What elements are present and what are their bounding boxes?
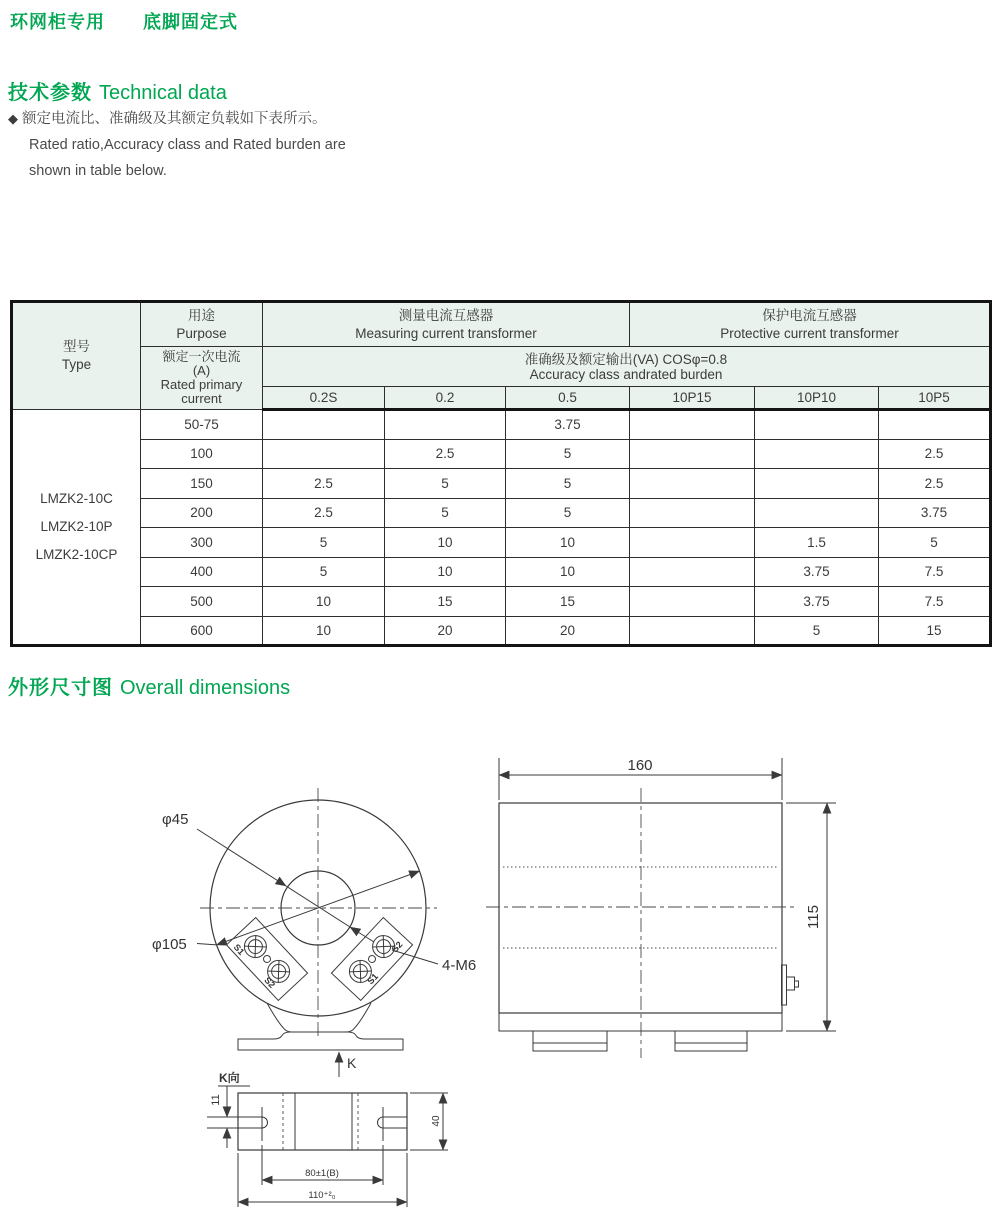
section-title-zh: 外形尺寸图 — [8, 677, 113, 699]
front-view-drawing — [152, 788, 476, 1077]
value-cell: 10 — [263, 616, 385, 646]
type-models-cell: LMZK2-10C LMZK2-10P LMZK2-10CP — [12, 410, 141, 646]
value-cell: 2.5 — [263, 469, 385, 499]
header-class-02: 0.2 — [385, 387, 506, 410]
current-cell: 50-75 — [141, 410, 263, 440]
value-cell — [755, 410, 879, 440]
dim-40-label: 40 — [431, 1115, 442, 1127]
bullet-line-en2: shown in table below. — [29, 163, 167, 179]
value-cell — [630, 439, 755, 469]
header-type: 型号 Type — [12, 302, 141, 410]
value-cell — [630, 557, 755, 587]
current-cell: 600 — [141, 616, 263, 646]
diamond-bullet-icon: ◆ — [8, 111, 18, 126]
dim-160-label: 160 — [627, 757, 653, 774]
header-measuring: 测量电流互感器 Measuring current transformer — [263, 302, 630, 347]
value-cell: 7.5 — [879, 557, 991, 587]
value-cell: 7.5 — [879, 587, 991, 617]
table-row — [12, 587, 991, 617]
value-cell — [630, 587, 755, 617]
technical-data-table — [10, 300, 992, 647]
dimension-drawings — [0, 720, 1000, 1222]
value-cell: 1.5 — [755, 528, 879, 558]
terminal-s1-label: S1 — [231, 942, 247, 957]
intro-paragraph — [8, 106, 346, 184]
terminal-block-right — [331, 918, 412, 1001]
value-cell: 5 — [506, 469, 630, 499]
value-cell — [879, 410, 991, 440]
value-cell: 10 — [506, 557, 630, 587]
dim-110-label: 110⁺²₀ — [308, 1190, 336, 1201]
value-cell: 3.75 — [506, 410, 630, 440]
value-cell: 5 — [385, 469, 506, 499]
value-cell — [755, 498, 879, 528]
value-cell: 10 — [385, 528, 506, 558]
header-class-10p5: 10P5 — [879, 387, 991, 410]
header-accuracy: 准确级及额定输出(VA) COSφ=0.8 Accuracy class andrated burden — [263, 347, 991, 387]
table-row — [12, 439, 991, 469]
value-cell: 3.75 — [879, 498, 991, 528]
current-cell: 150 — [141, 469, 263, 499]
value-cell: 5 — [506, 439, 630, 469]
section-overall-dimensions — [8, 671, 290, 700]
table-row — [12, 616, 991, 646]
value-cell: 15 — [385, 587, 506, 617]
value-cell — [755, 469, 879, 499]
dim-phi45-label: φ45 — [162, 811, 189, 828]
dim-115-label: 115 — [805, 905, 822, 929]
current-cell: 200 — [141, 498, 263, 528]
value-cell — [630, 469, 755, 499]
value-cell: 5 — [263, 528, 385, 558]
value-cell — [263, 410, 385, 440]
value-cell — [263, 439, 385, 469]
table-row — [12, 498, 991, 528]
header-rated-current: 额定一次电流 (A) Rated primary current — [141, 347, 263, 410]
header-protective: 保护电流互感器 Protective current transformer — [630, 302, 991, 347]
value-cell: 3.75 — [755, 557, 879, 587]
side-view-drawing — [486, 757, 836, 1058]
current-cell: 100 — [141, 439, 263, 469]
value-cell: 2.5 — [385, 439, 506, 469]
side-screw — [782, 965, 799, 1005]
table-row — [12, 410, 991, 440]
value-cell — [755, 439, 879, 469]
header-purpose: 用途 Purpose — [141, 302, 263, 347]
value-cell: 5 — [385, 498, 506, 528]
k-view-label: K向 — [219, 1071, 240, 1085]
terminal-s1-label: S1 — [365, 971, 381, 987]
table-row — [12, 469, 991, 499]
value-cell: 20 — [506, 616, 630, 646]
value-cell — [630, 410, 755, 440]
value-cell: 10 — [385, 557, 506, 587]
value-cell: 2.5 — [879, 469, 991, 499]
header-class-10p10: 10P10 — [755, 387, 879, 410]
value-cell: 15 — [506, 587, 630, 617]
value-cell: 5 — [263, 557, 385, 587]
bullet-line-zh: ◆ 额定电流比、准确级及其额定负载如下表所示。 — [8, 111, 327, 127]
table-row — [12, 528, 991, 558]
dim-4m6-label: 4-M6 — [442, 957, 477, 974]
terminal-s2-label: S2 — [389, 939, 405, 955]
dim-11-label: 11 — [210, 1094, 222, 1106]
terminal-s2-label: S2 — [262, 975, 278, 990]
section-title-en: Technical data — [99, 82, 227, 104]
value-cell: 5 — [879, 528, 991, 558]
value-cell: 5 — [506, 498, 630, 528]
section-technical-data — [8, 76, 227, 105]
value-cell: 20 — [385, 616, 506, 646]
current-cell: 400 — [141, 557, 263, 587]
value-cell: 2.5 — [263, 498, 385, 528]
value-cell: 15 — [879, 616, 991, 646]
dim-phi105-label: φ105 — [152, 936, 187, 953]
current-cell: 300 — [141, 528, 263, 558]
dim-80-label: 80±1(B) — [305, 1168, 339, 1179]
value-cell: 5 — [755, 616, 879, 646]
current-cell: 500 — [141, 587, 263, 617]
k-arrow-label: K — [347, 1055, 357, 1071]
header-class-02s: 0.2S — [263, 387, 385, 410]
section-title-zh: 技术参数 — [8, 82, 92, 104]
bullet-line-en1: Rated ratio,Accuracy class and Rated burden are — [29, 137, 346, 153]
value-cell — [630, 616, 755, 646]
page-title: 环网柜专用 底脚固定式 — [10, 12, 238, 32]
value-cell: 10 — [506, 528, 630, 558]
table-row — [12, 557, 991, 587]
section-title-en: Overall dimensions — [120, 677, 291, 699]
header-class-10p15: 10P15 — [630, 387, 755, 410]
value-cell: 2.5 — [879, 439, 991, 469]
value-cell — [630, 498, 755, 528]
header-class-05: 0.5 — [506, 387, 630, 410]
value-cell: 3.75 — [755, 587, 879, 617]
k-view-drawing — [207, 1070, 448, 1207]
terminal-block-left — [226, 918, 307, 1001]
value-cell — [385, 410, 506, 440]
value-cell — [630, 528, 755, 558]
value-cell: 10 — [263, 587, 385, 617]
